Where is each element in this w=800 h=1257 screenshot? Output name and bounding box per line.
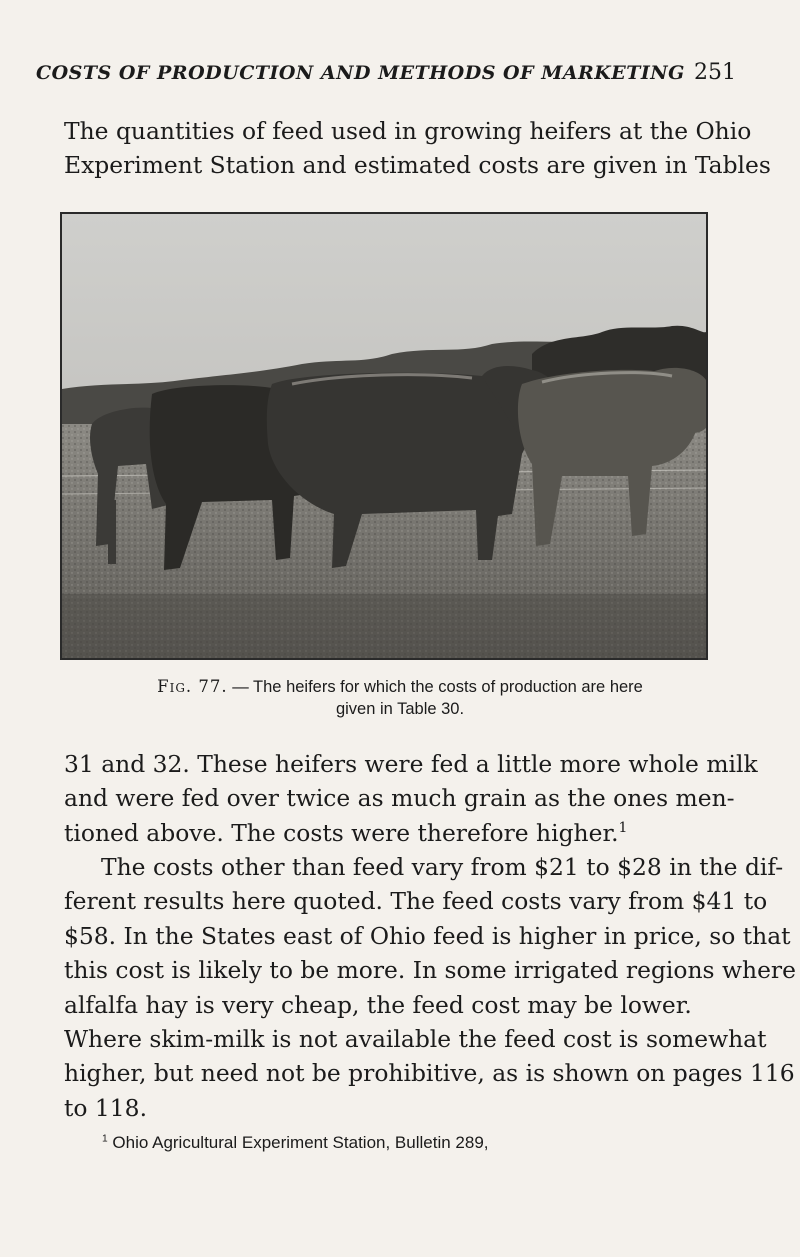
heifers-photograph	[60, 212, 708, 660]
caption-text: given in Table 30.	[335, 700, 465, 718]
text-line: 31 and 32. These heifers were fed a little more whole milk	[64, 750, 758, 778]
text-line: Experiment Station and estimated costs are given in Tables	[64, 151, 771, 180]
footnote-reference: 1	[618, 820, 628, 837]
running-title: COSTS OF PRODUCTION AND METHODS OF MARKETING	[36, 62, 685, 84]
paragraph-tables	[64, 747, 758, 850]
paragraph-costs	[64, 850, 796, 1125]
text-line: $58. In the States east of Ohio feed is higher in price, so that	[64, 921, 791, 950]
text-line: alfalfa hay is very cheap, the feed cost may be lower.	[64, 990, 692, 1019]
footnote	[102, 1133, 489, 1153]
text-line-content: tioned above. The costs were therefore higher.	[64, 818, 619, 847]
text-line: higher, but need not be prohibitive, as is shown on pages 116	[64, 1059, 795, 1088]
text-line: and were fed over twice as much grain as the ones men-	[64, 784, 735, 813]
caption-text: — The heifers for which the costs of production are here	[232, 678, 643, 696]
text-line: Where skim-milk is not available the feed cost is somewhat	[64, 1025, 767, 1054]
figure-caption	[64, 676, 736, 720]
text-line	[64, 816, 736, 850]
text-line: to 118.	[64, 1093, 147, 1122]
page-number: 251	[694, 60, 736, 85]
text-line: The costs other than feed vary from $21 to $28 in the dif-	[101, 853, 784, 881]
text-line: ferent results here quoted. The feed costs vary from $41 to	[64, 887, 768, 916]
footnote-marker: 1	[102, 1133, 108, 1145]
text-line: The quantities of feed used in growing heifers at the Ohio	[64, 117, 752, 145]
text-line: this cost is likely to be more. In some irrigated regions where	[64, 956, 796, 985]
figure-label: Fig. 77.	[157, 677, 228, 696]
running-head	[36, 60, 736, 94]
paragraph-intro	[64, 114, 771, 183]
footnote-text: Ohio Agricultural Experiment Station, Bulletin 289,	[112, 1133, 489, 1152]
